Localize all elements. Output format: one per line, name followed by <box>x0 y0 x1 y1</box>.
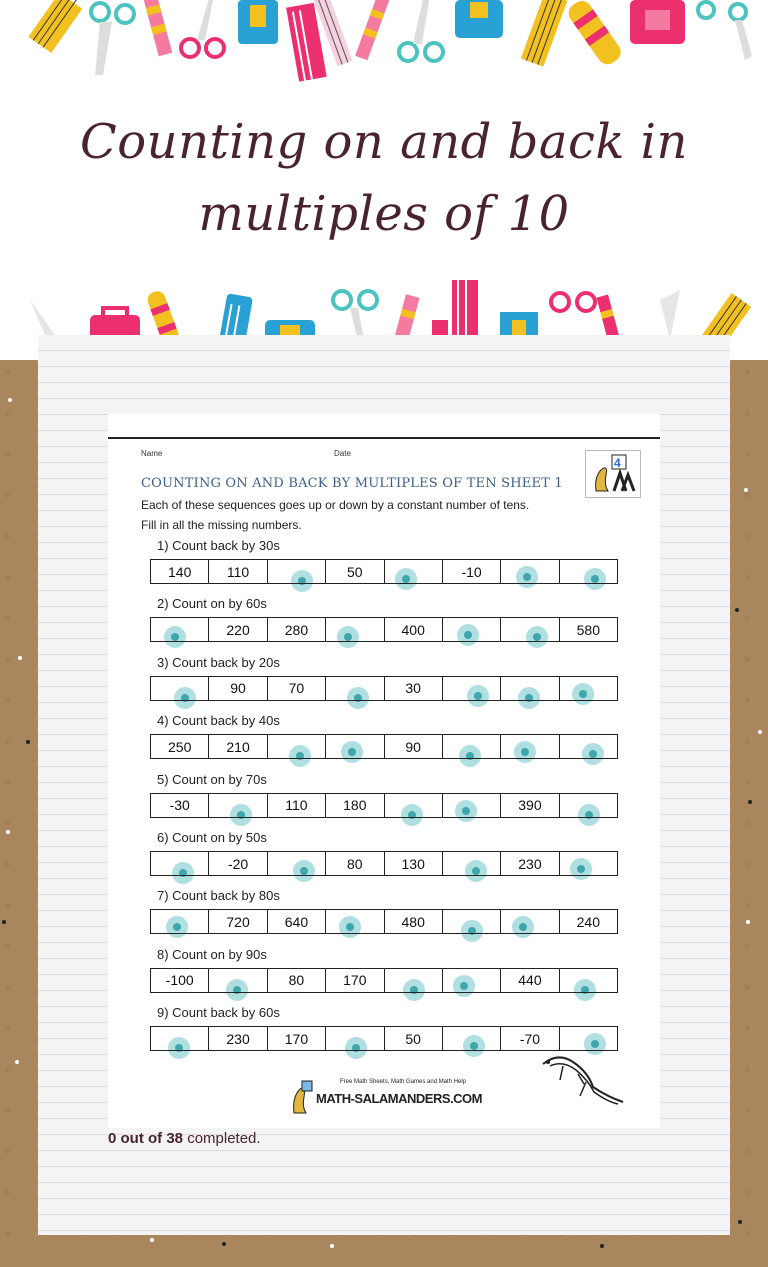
answer-blank <box>501 735 559 758</box>
given-number: 440 <box>501 969 559 992</box>
answer-blank <box>385 794 443 817</box>
given-number: 50 <box>326 560 384 583</box>
header-banner <box>0 0 768 360</box>
answer-blank <box>151 618 209 641</box>
answer-blank <box>501 560 559 583</box>
answer-blank <box>560 560 617 583</box>
footer-salamander-icon <box>288 1079 314 1115</box>
given-number: 480 <box>385 910 443 933</box>
given-number: 90 <box>385 735 443 758</box>
cork-speck <box>26 740 30 744</box>
cork-speck <box>18 656 22 660</box>
given-number: 390 <box>501 794 559 817</box>
answer-blank <box>268 735 326 758</box>
answer-blank <box>443 794 501 817</box>
sequence-row <box>150 968 618 993</box>
cork-speck <box>2 920 6 924</box>
given-number: 220 <box>209 618 267 641</box>
cork-speck <box>6 830 10 834</box>
cork-speck <box>744 488 748 492</box>
answer-blank <box>560 794 617 817</box>
cork-speck <box>748 800 752 804</box>
answer-blank <box>501 677 559 700</box>
given-number: -30 <box>151 794 209 817</box>
given-number: -100 <box>151 969 209 992</box>
answer-blank <box>560 852 617 875</box>
answer-blank <box>443 735 501 758</box>
cork-speck <box>600 1244 604 1248</box>
given-number: 210 <box>209 735 267 758</box>
question-label: 3) Count back by 20s <box>157 654 280 670</box>
answer-blank <box>326 910 384 933</box>
given-number: 130 <box>385 852 443 875</box>
question-label: 8) Count on by 90s <box>157 946 267 962</box>
answer-blank <box>268 852 326 875</box>
cork-speck <box>150 1238 154 1242</box>
answer-blank <box>560 735 617 758</box>
cork-speck <box>738 1220 742 1224</box>
given-number: 110 <box>209 560 267 583</box>
given-number: 30 <box>385 677 443 700</box>
answer-blank <box>443 618 501 641</box>
sequence-row <box>150 559 618 584</box>
footer-site-name: MATH-SALAMANDERS.COM <box>316 1091 482 1106</box>
answer-blank <box>385 969 443 992</box>
given-number: 90 <box>209 677 267 700</box>
worksheet-title: COUNTING ON AND BACK BY MULTIPLES OF TEN SHEET 1 <box>141 476 563 491</box>
answer-blank <box>326 1027 384 1050</box>
page-title <box>0 106 768 250</box>
cork-speck <box>222 1242 226 1246</box>
given-number: 70 <box>268 677 326 700</box>
worksheet <box>108 414 660 1128</box>
salamander-illustration-icon <box>538 1052 628 1112</box>
answer-blank <box>151 1027 209 1050</box>
sequence-row <box>150 793 618 818</box>
logo-number: 4 <box>614 456 621 470</box>
cork-speck <box>15 1060 19 1064</box>
question-label: 7) Count back by 80s <box>157 888 280 904</box>
answer-blank <box>443 852 501 875</box>
name-label: Name <box>141 449 163 458</box>
answer-blank <box>501 618 559 641</box>
instruction-line-1: Each of these sequences goes up or down by a constant number of tens. <box>141 498 530 512</box>
cork-speck <box>330 1244 334 1248</box>
progress-status <box>108 1130 261 1147</box>
given-number: 170 <box>326 969 384 992</box>
question-label: 2) Count on by 60s <box>157 596 267 612</box>
answer-blank <box>151 910 209 933</box>
sequence-row <box>150 1026 618 1051</box>
cork-speck <box>746 920 750 924</box>
given-number: -70 <box>501 1027 559 1050</box>
cork-speck <box>758 730 762 734</box>
given-number: 230 <box>501 852 559 875</box>
instruction-line-2: Fill in all the missing numbers. <box>141 518 302 532</box>
given-number: 240 <box>576 913 600 930</box>
progress-count: 0 out of 38 <box>108 1130 184 1147</box>
question-label: 1) Count back by 30s <box>157 538 280 553</box>
answer-blank <box>385 560 443 583</box>
sequence-row <box>150 617 618 642</box>
given-number: 720 <box>209 910 267 933</box>
answer-blank <box>443 1027 501 1050</box>
given-number: 230 <box>209 1027 267 1050</box>
given-number: 180 <box>326 794 384 817</box>
question-label: 6) Count on by 50s <box>157 830 267 845</box>
answer-blank <box>326 735 384 758</box>
given-number: 250 <box>151 735 209 758</box>
given-number: 170 <box>268 1027 326 1050</box>
answer-blank <box>560 969 617 992</box>
question-label: 9) Count back by 60s <box>157 1005 280 1021</box>
sequence-row <box>150 851 618 876</box>
answer-blank <box>560 1027 617 1050</box>
answer-blank <box>443 969 501 992</box>
school-supplies-top-decoration <box>0 0 768 90</box>
answer-blank <box>268 560 326 583</box>
given-number: 80 <box>326 852 384 875</box>
answer-blank <box>151 852 209 875</box>
given-number: 140 <box>151 560 209 583</box>
answer-blank <box>326 677 384 700</box>
answer-blank <box>560 677 617 700</box>
given-number: 280 <box>268 618 326 641</box>
given-number: -20 <box>209 852 267 875</box>
sequence-row <box>150 676 618 701</box>
cork-speck <box>735 608 739 612</box>
given-number: -10 <box>443 560 501 583</box>
answer-blank <box>326 618 384 641</box>
given-number: 640 <box>268 910 326 933</box>
sequence-row <box>150 734 618 759</box>
question-label: 4) Count back by 40s <box>157 713 280 729</box>
salamander-logo-box <box>585 450 641 498</box>
answer-blank <box>443 910 501 933</box>
given-number: 400 <box>385 618 443 641</box>
given-number: 80 <box>268 969 326 992</box>
date-label: Date <box>334 449 351 458</box>
given-number: 580 <box>576 621 600 638</box>
footer-logo <box>288 1079 500 1115</box>
question-label: 5) Count on by 70s <box>157 771 267 787</box>
answer-blank <box>209 794 267 817</box>
sequence-row <box>150 909 618 934</box>
progress-suffix: completed. <box>187 1130 261 1147</box>
cork-speck <box>8 398 12 402</box>
header-rule <box>108 437 660 439</box>
salamander-logo-icon <box>586 451 640 497</box>
answer-blank <box>151 677 209 700</box>
given-number: 50 <box>385 1027 443 1050</box>
footer-tagline: Free Math Sheets, Math Games and Math Help <box>340 1079 467 1085</box>
answer-blank <box>209 969 267 992</box>
answer-blank <box>501 910 559 933</box>
title-line-1: Counting on and back in <box>80 114 688 170</box>
answer-blank <box>443 677 501 700</box>
given-number: 110 <box>268 794 326 817</box>
title-line-2: multiples of 10 <box>198 186 570 242</box>
